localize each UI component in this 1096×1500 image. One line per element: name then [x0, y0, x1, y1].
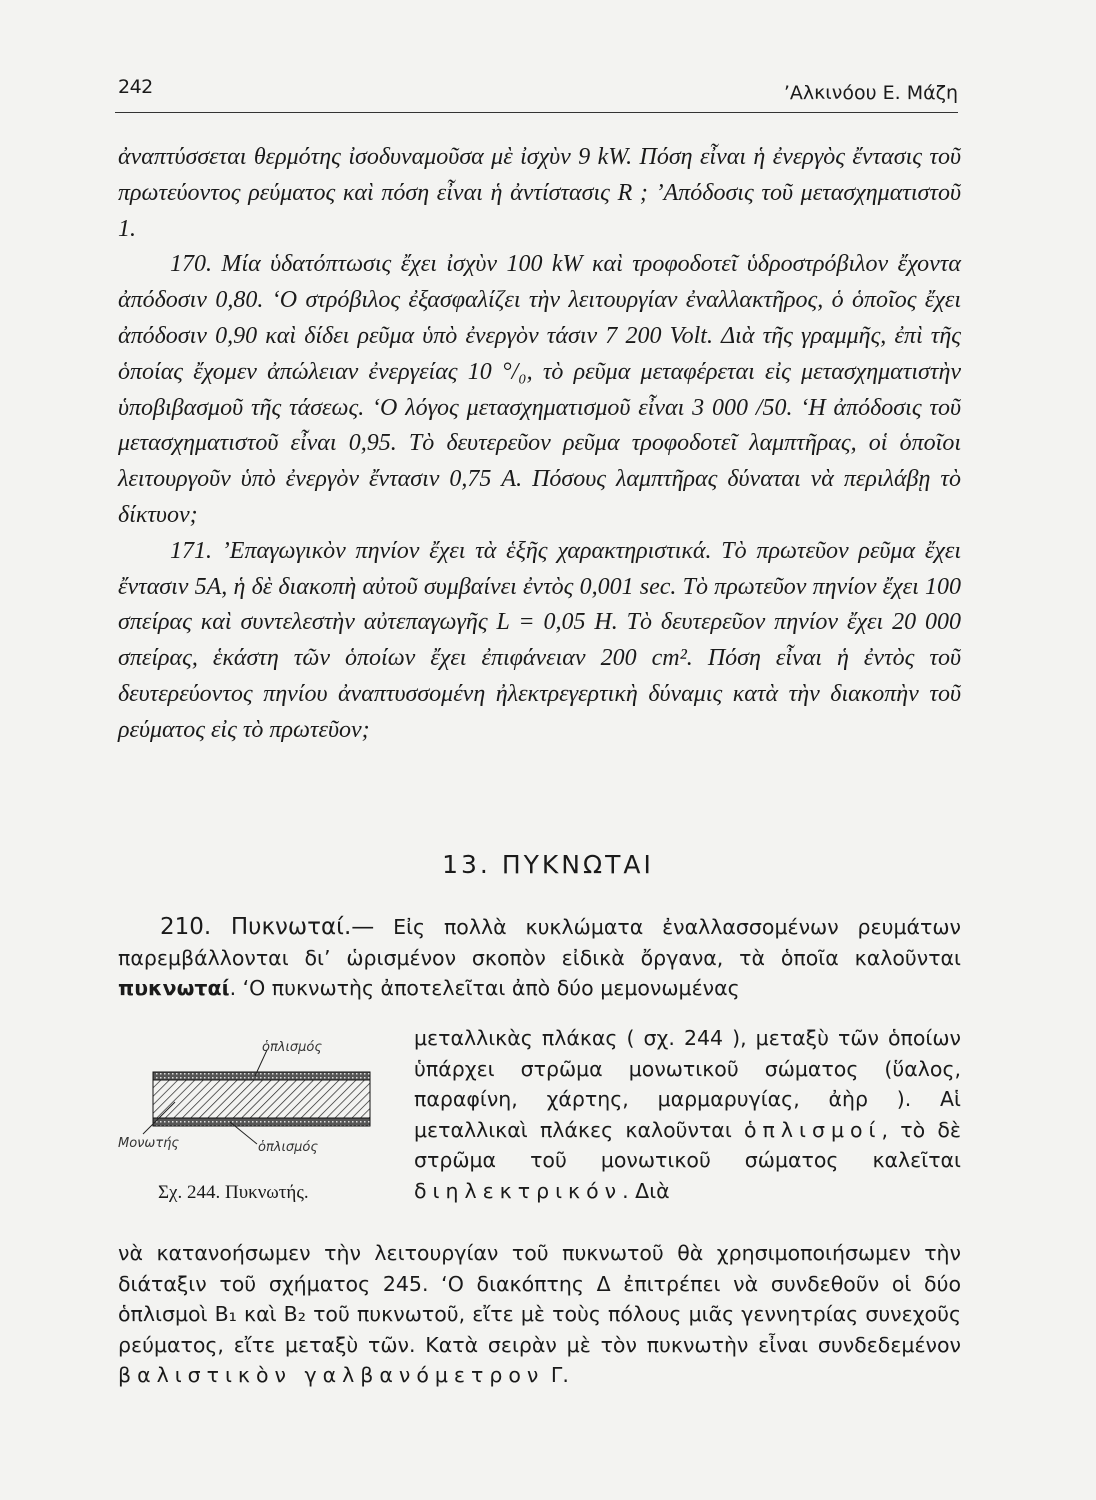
wrapped-text: [414, 1023, 961, 1207]
tail-text: νὰ κατανοήσωμεν τὴν λειτουργίαν τοῦ πυκνωτοῦ θὰ χρησιμοποιήσωμεν τὴν διάταξιν τοῦ σχήματος 245. ‘Ο διακόπτης Δ ἐπιτρέπει νὰ συνδεθοῦν οἱ δύο ὁπλισμοὶ B₁ καὶ B₂ τοῦ πυκνωτοῦ, εἴτε μὲ τοὺς πόλους μιᾶς γεννητρίας συνεχοῦς ρεύματος, εἴτε μεταξὺ τῶν. Κατὰ σειρὰν μὲ τὸν πυκνωτὴν εἶναι συνδεδεμένον: [118, 1241, 961, 1357]
wrap-text-1: μεταλλικὰς πλάκας ( σχ. 244 ), μεταξὺ τῶν ὁποίων ὑπάρχει στρῶμα μονωτικοῦ σώματος (ὕαλος, παραφίνη, χάρτης, μαρμαρυγίας, ἀὴρ ). Αἱ μεταλλικαὶ πλάκες καλοῦνται: [414, 1026, 961, 1142]
top-plate: [153, 1072, 370, 1080]
wrap-text-2: , τὸ δὲ στρῶμα τοῦ μονωτικοῦ σώματος καλεῖται: [414, 1117, 961, 1173]
label-plate-bottom: ὁπλισμός: [258, 1140, 318, 1155]
label-plate-top: ὁπλισμός: [262, 1040, 322, 1055]
figure-caption: Σχ. 244. Πυκνωτής.: [158, 1182, 309, 1203]
problem-171: 171. ’Επαγωγικὸν πηνίον ἔχει τὰ ἑξῆς χαρακτηριστικά. Τὸ πρωτεῦον ρεῦμα ἔχει ἔντασιν 5A, ἡ δὲ διακοπὴ αὐτοῦ συμβαίνει ἐντὸς 0,001 sec. Τὸ πρωτεῦον πηνίον ἔχει 100 σπείρας καὶ συντελεστὴν αὐτεπαγωγῆς L = 0,05 H. Τὸ δευτερεῦον πηνίον ἔχει 20 000 σπείρας, ἑκάστη τῶν ὁποίων ἔχει ἐπιφάνειαν 200 cm². Πόση εἶναι ἡ ἐντὸς τοῦ δευτερεύοντος πηνίου ἀναπτυσσομένη ἠλεκτρεγερτικὴ δύναμις κατὰ τὴν διακοπὴν τοῦ ρεύματος εἰς τὸ πρωτεῦον;: [118, 537, 961, 743]
paragraph-number: 210. Πυκνωταί.—: [160, 914, 375, 940]
intro-end: . ‘Ο πυκνωτὴς ἀποτελεῖται ἀπὸ δύο μεμονωμένας: [229, 976, 740, 1001]
label-insulator: Μονωτής: [118, 1136, 180, 1151]
bottom-plate: [153, 1118, 370, 1126]
wrap-text-3: . Διὰ: [622, 1178, 670, 1203]
running-title: ’Αλκινόου Ε. Μάζη: [783, 82, 958, 104]
intro-text: Εἰς πολλὰ κυκλώματα ἐναλλασσομένων ρευμάτων παρεμβάλλονται δι’ ὡρισμένον σκοπὸν εἰδικὰ ὄργανα, τὰ ὁποῖα καλοῦνται: [118, 915, 962, 970]
tail-end: Γ.: [544, 1363, 569, 1388]
page-number: 242: [118, 76, 153, 98]
section-title: 13. ΠΥΚΝΩΤΑΙ: [442, 850, 654, 879]
dielectric-layer: [153, 1080, 370, 1118]
term-plates: ὁπλισμοί: [744, 1117, 882, 1142]
problems-block: [118, 140, 961, 749]
problem-169-continuation: ἀναπτύσσεται θερμότης ἰσοδυναμοῦσα μὲ ἰσχὺν 9 kW. Πόση εἶναι ἡ ἐνεργὸς ἔντασις τοῦ πρωτεύοντος ρεύματος καὶ πόση εἶναι ἡ ἀντίστασις R ; ’Απόδοσις τοῦ μετασχηματιστοῦ 1.: [118, 144, 961, 242]
header-rule: [115, 112, 958, 113]
term-capacitors: πυκνωταί: [118, 976, 230, 1001]
tail-text-block: [118, 1238, 961, 1391]
term-galvanometer: βαλιστικὸν γαλβανόμετρον: [118, 1363, 545, 1388]
section-intro: [118, 912, 961, 1004]
problem-170: 170. Μία ὑδατόπτωσις ἔχει ἰσχὺν 100 kW καὶ τροφοδοτεῖ ὑδροστρόβιλον ἔχοντα ἀπόδοσιν 0,80. ‘Ο στρόβιλος ἐξασφαλίζει τὴν λειτουργίαν ἐναλλακτῆρος, ὁ ὁποῖος ἔχει ἀπόδοσιν 0,90 καὶ δίδει ρεῦμα ὑπὸ ἐνεργὸν τάσιν 7 200 Volt. Διὰ τῆς γραμμῆς, ἐπὶ τῆς ὁποίας ἔχομεν ἀπώλειαν ἐνεργείας 10 °/₀, τὸ ρεῦμα μεταφέρεται εἰς μετασχηματιστὴν ὑποβιβασμοῦ τῆς τάσεως. ‘Ο λόγος μετασχηματισμοῦ εἶναι 3 000 /50. ‘Η ἀπόδοσις τοῦ μετασχηματιστοῦ εἶναι 0,95. Τὸ δευτερεῦον ρεῦμα τροφοδοτεῖ λαμπτῆρας, οἱ ὁποῖοι λειτουργοῦν ὑπὸ ἐνεργὸν ἔντασιν 0,75 A. Πόσους λαμπτῆρας δύναται νὰ περιλάβῃ τὸ δίκτυον;: [118, 251, 961, 528]
term-dielectric: διηλεκτρικόν: [414, 1178, 623, 1203]
